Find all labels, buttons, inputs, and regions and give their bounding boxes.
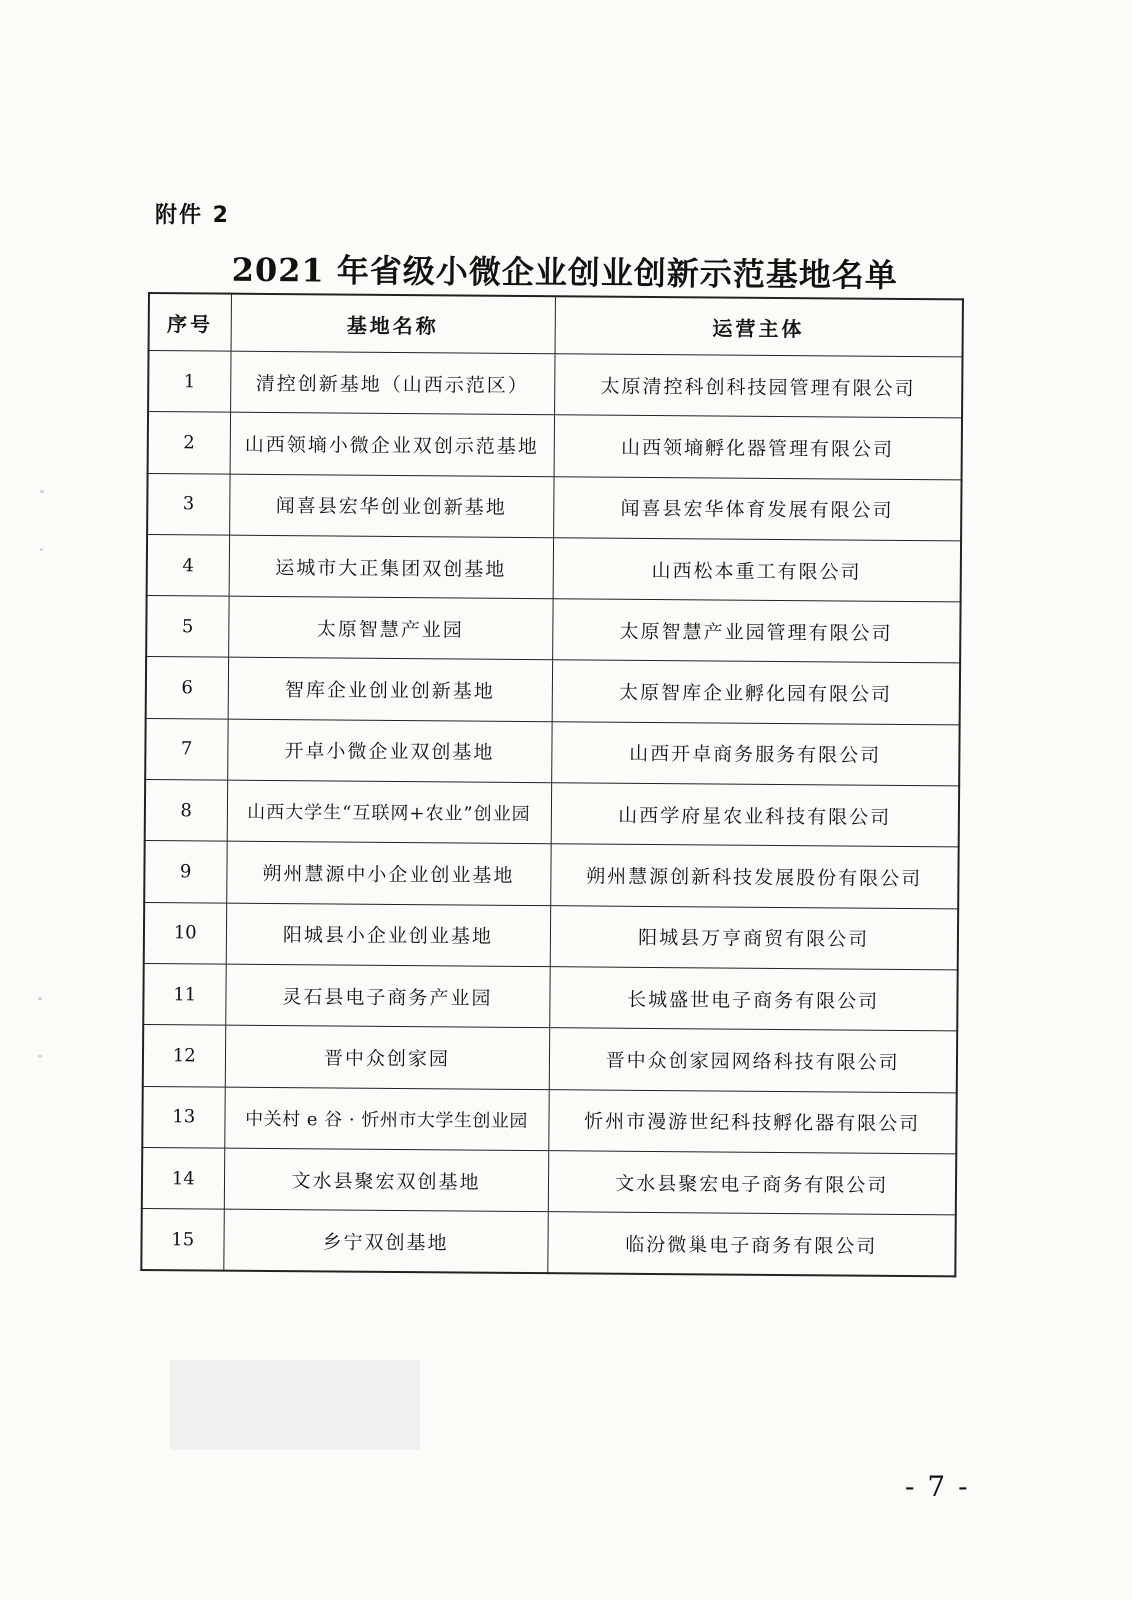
row-base-name: 灵石县电子商务产业园: [225, 964, 549, 1028]
table-row: [141, 1209, 955, 1277]
base-list-table: [140, 292, 964, 1278]
table-row: [146, 657, 960, 725]
row-seq: 1: [148, 351, 230, 413]
row-base-name: 朔州慧源中小企业创业基地: [226, 842, 550, 906]
table-row: [147, 473, 961, 541]
table-row: [143, 1025, 957, 1093]
row-operator: 闻喜县宏华体育发展有限公司: [553, 476, 961, 540]
scan-artifact: [38, 1055, 42, 1058]
row-seq: 3: [147, 473, 229, 535]
row-base-name: 清控创新基地（山西示范区）: [230, 351, 554, 415]
row-operator: 文水县聚宏电子商务有限公司: [548, 1151, 956, 1215]
scan-artifact: [40, 490, 44, 493]
row-operator: 太原智慧产业园管理有限公司: [552, 599, 960, 663]
table-row: [147, 534, 961, 602]
table-row: [148, 412, 962, 480]
row-seq: 4: [147, 534, 229, 596]
table-row: [145, 718, 959, 786]
scan-artifact: [38, 997, 42, 1000]
row-seq: 6: [146, 657, 228, 719]
row-base-name: 晋中众创家园: [225, 1025, 549, 1089]
row-operator: 忻州市漫游世纪科技孵化器有限公司: [548, 1089, 956, 1153]
page-number: - 7 -: [905, 1470, 970, 1503]
row-operator: 临汾微巢电子商务有限公司: [547, 1212, 955, 1277]
table-row: [146, 596, 960, 664]
row-seq: 12: [143, 1025, 225, 1087]
row-base-name: 阳城县小企业创业基地: [226, 903, 550, 967]
row-operator: 太原智库企业孵化园有限公司: [552, 660, 960, 724]
row-seq: 11: [143, 963, 225, 1025]
row-operator: 山西松本重工有限公司: [553, 538, 961, 602]
row-base-name: 开卓小微企业双创基地: [227, 719, 551, 783]
table-row: [145, 780, 959, 848]
header-seq: 序号: [149, 293, 231, 351]
table-row: [144, 841, 958, 909]
table-row: [142, 1086, 956, 1154]
row-operator: 阳城县万亨商贸有限公司: [550, 905, 958, 969]
attachment-label: 附件 2: [155, 203, 230, 228]
row-seq: 8: [145, 780, 227, 842]
row-base-name: 运城市大正集团双创基地: [229, 535, 553, 599]
row-seq: 9: [144, 841, 226, 903]
row-operator: 山西学府星农业科技有限公司: [551, 783, 959, 847]
row-seq: 10: [144, 902, 226, 964]
row-seq: 14: [142, 1147, 224, 1209]
row-base-name: 太原智慧产业园: [228, 596, 552, 660]
row-base-name: 乡宁双创基地: [223, 1209, 547, 1273]
header-operator: 运营主体: [555, 296, 963, 357]
row-seq: 2: [148, 412, 230, 474]
table-row: [148, 351, 962, 419]
row-seq: 13: [142, 1086, 224, 1148]
row-base-name: 山西领墒小微企业双创示范基地: [230, 412, 554, 476]
row-operator: 太原清控科创科技园管理有限公司: [554, 354, 962, 418]
row-base-name: 智库企业创业创新基地: [228, 658, 552, 722]
row-operator: 朔州慧源创新科技发展股份有限公司: [550, 844, 958, 908]
row-base-name: 中关村 e 谷 · 忻州市大学生创业园: [224, 1087, 548, 1151]
table-row: [143, 963, 957, 1031]
bleed-through-shadow: [170, 1360, 420, 1450]
table-header-row: [149, 293, 963, 357]
table-row: [144, 902, 958, 970]
row-seq: 15: [141, 1209, 223, 1271]
row-seq: 7: [145, 718, 227, 780]
row-operator: 山西开卓商务服务有限公司: [551, 721, 959, 785]
row-operator: 晋中众创家园网络科技有限公司: [549, 1028, 957, 1092]
row-base-name: 文水县聚宏双创基地: [224, 1148, 548, 1212]
row-operator: 山西领墒孵化器管理有限公司: [554, 415, 962, 479]
row-base-name: 闻喜县宏华创业创新基地: [229, 474, 553, 538]
table-row: [142, 1147, 956, 1215]
row-base-name: 山西大学生“互联网+农业”创业园: [227, 780, 551, 844]
scan-artifact: [40, 548, 43, 551]
row-operator: 长城盛世电子商务有限公司: [549, 967, 957, 1031]
base-list-table-wrapper: [140, 292, 962, 1278]
row-seq: 5: [146, 596, 228, 658]
document-title: 2021 年省级小微企业创业创新示范基地名单: [231, 250, 899, 295]
header-base-name: 基地名称: [231, 294, 555, 354]
